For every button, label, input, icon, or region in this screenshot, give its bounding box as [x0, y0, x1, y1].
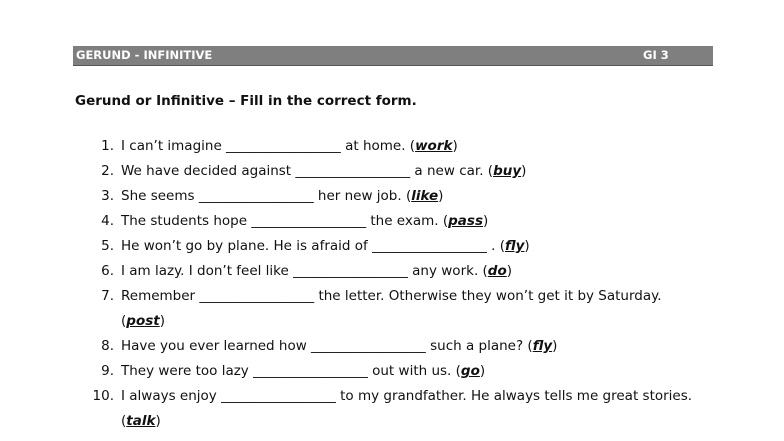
exercise-item	[90, 386, 730, 411]
verb-hint: like	[411, 188, 439, 204]
verb-hint: fly	[532, 338, 553, 354]
exercise-sentence: Have you ever learned how _________________ such a plane? (	[121, 338, 533, 354]
exercise-text	[121, 186, 443, 206]
exercise-close: )	[483, 213, 489, 229]
verb-hint: talk	[126, 413, 156, 429]
exercise-continuation	[90, 311, 730, 336]
exercise-text	[121, 311, 165, 331]
exercise-sentence: I can’t imagine _________________ at home. (	[121, 138, 416, 154]
exercise-close: )	[506, 263, 513, 279]
exercise-sentence: I am lazy. I don’t feel like _________________ any work. (	[121, 263, 488, 279]
exercise-number: 3.	[101, 188, 114, 204]
exercise-close: )	[552, 338, 558, 354]
exercise-item	[90, 186, 730, 211]
exercise-item	[90, 136, 730, 161]
exercise-sentence: The students hope _________________ the exam. (	[121, 213, 449, 229]
verb-hint: fly	[504, 238, 525, 254]
exercise-item	[90, 261, 730, 286]
exercise-close: )	[479, 363, 486, 379]
exercise-number: 2.	[101, 163, 114, 179]
exercise-number: 1.	[101, 138, 114, 154]
exercise-number: 6.	[101, 263, 114, 279]
exercise-sentence: She seems _________________ her new job. (	[121, 188, 412, 204]
exercise-sentence: They were too lazy _________________ out with us. (	[121, 363, 461, 379]
verb-hint: pass	[448, 213, 483, 229]
exercise-item	[90, 361, 730, 386]
verb-hint: go	[460, 363, 480, 379]
exercise-item	[90, 286, 730, 311]
header-bar	[73, 46, 713, 66]
exercise-text	[121, 336, 557, 356]
exercise-item	[90, 336, 730, 361]
exercise-text	[121, 161, 526, 181]
exercise-sentence: He won’t go by plane. He is afraid of _________________ . (	[121, 238, 505, 254]
exercise-text	[121, 361, 485, 381]
exercise-close: )	[524, 238, 530, 254]
exercise-open: (	[121, 413, 127, 429]
exercise-text	[121, 236, 530, 256]
exercise-number: 9.	[101, 363, 114, 379]
exercise-number: 4.	[101, 213, 114, 229]
exercise-number: 10.	[92, 388, 114, 404]
worksheet-title: GERUND - INFINITIVE	[76, 48, 213, 62]
exercise-close: )	[155, 413, 161, 429]
exercise-close: )	[452, 138, 458, 154]
exercise-open: (	[121, 313, 127, 329]
exercise-sentence: I always enjoy _________________ to my grandfather. He always tells me great stories.	[121, 388, 693, 404]
instructions: Gerund or Infinitive – Fill in the correct form.	[75, 93, 417, 109]
worksheet-code: GI 3	[643, 48, 669, 62]
verb-hint: work	[415, 138, 453, 154]
exercise-item	[90, 211, 730, 236]
exercise-text	[121, 261, 512, 281]
exercise-continuation	[90, 411, 730, 436]
exercise-item	[90, 236, 730, 261]
verb-hint: do	[487, 263, 507, 279]
exercise-close: )	[438, 188, 444, 204]
exercise-text	[121, 211, 488, 231]
exercise-number: 7.	[101, 288, 114, 304]
exercise-number: 5.	[101, 238, 114, 254]
verb-hint: buy	[493, 163, 522, 179]
exercise-text	[121, 136, 458, 156]
exercise-list	[90, 136, 730, 436]
exercise-number: 8.	[101, 338, 114, 354]
exercise-close: )	[159, 313, 165, 329]
exercise-close: )	[521, 163, 527, 179]
exercise-item	[90, 161, 730, 186]
exercise-sentence: We have decided against _________________ a new car. (	[121, 163, 494, 179]
exercise-sentence: Remember _________________ the letter. Otherwise they won’t get it by Saturday.	[121, 288, 662, 304]
verb-hint: post	[126, 313, 160, 329]
exercise-text	[121, 411, 161, 431]
